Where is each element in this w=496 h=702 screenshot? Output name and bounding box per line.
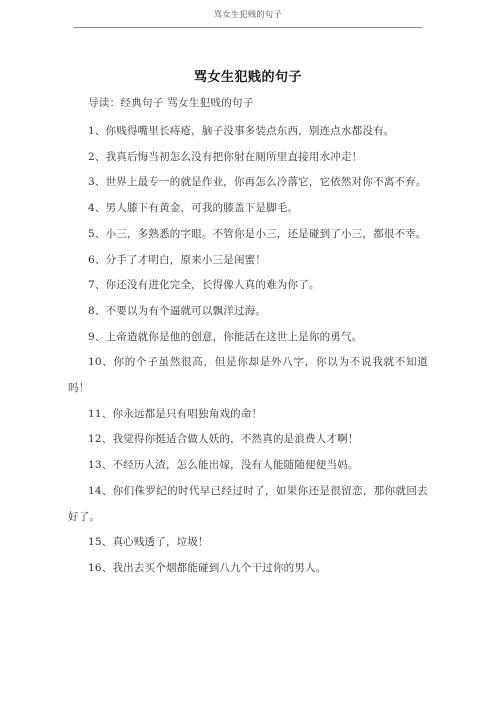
paragraph: 7、你还没有进化完全，长得像人真的难为你了。 — [88, 279, 320, 292]
paragraph: 2、我真后悔当初怎么没有把你射在厕所里直接用水冲走！ — [88, 150, 363, 163]
header-divider — [74, 27, 422, 28]
paragraph: 11、你永远都是只有唱独角戏的命！ — [88, 407, 263, 420]
paragraph: 9、上帝造就你是他的创意，你能活在这世上是你的勇气。 — [88, 330, 363, 343]
paragraph: 1、你贱得嘴里长痔疮，脑子没事多装点东西，别连点水都没有。 — [88, 125, 395, 137]
lead-text: 导读：经典句子 骂女生犯贱的句子 — [88, 97, 254, 109]
document-title: 骂女生犯贱的句子 — [193, 70, 302, 85]
paragraph: 13、不经历人渣，怎么能出嫁，没有人能随随便便当妈。 — [88, 459, 359, 472]
paragraph: 16、我出去买个烟都能碰到八九个干过你的男人。 — [88, 561, 327, 574]
paragraph: 10、你的个子虽然很高，但是你却是外八字，你以为不说我就不知道吗！ — [68, 356, 428, 395]
paragraph: 3、世界上最专一的就是作业，你再怎么冷落它，它依然对你不离不弃。 — [88, 176, 427, 189]
paragraph: 6、分手了才明白，原来小三是闺蜜！ — [88, 253, 267, 266]
running-header: 骂女生犯贱的句子 — [214, 10, 282, 19]
paragraph: 15、真心贱透了，垃圾！ — [88, 536, 209, 549]
paragraph-list — [68, 119, 428, 582]
paragraph: 5、小三，多熟悉的字眼。不管你是小三，还是碰到了小三，都很不幸。 — [88, 227, 427, 240]
paragraph: 4、男人膝下有黄金，可我的膝盖下是脚毛。 — [88, 202, 299, 215]
paragraph: 14、你们侏罗纪的时代早已经过时了，如果你还是很留恋，那你就回去好了。 — [68, 484, 428, 523]
paragraph: 8、不要以为有个逼就可以飘洋过海。 — [88, 304, 267, 317]
paragraph: 12、我觉得你挺适合做人妖的，不然真的是浪费人才啊！ — [88, 433, 359, 446]
